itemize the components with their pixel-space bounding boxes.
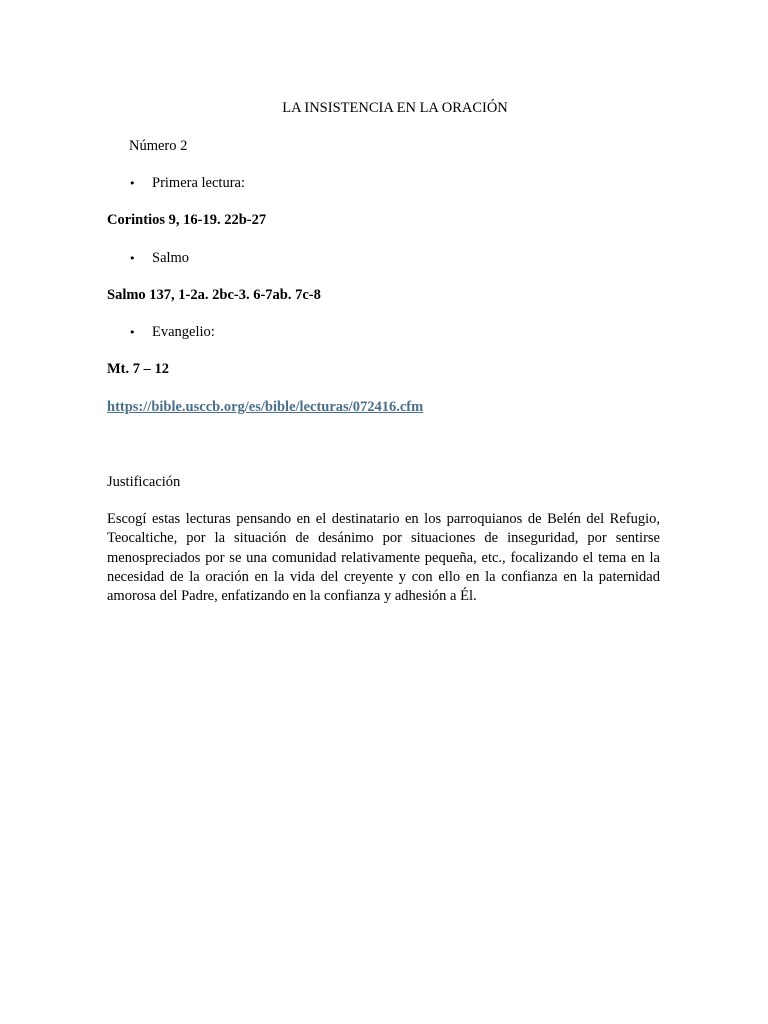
reading-item-evangelio — [129, 323, 215, 342]
bullet-icon: • — [129, 177, 136, 190]
reading-label: Primera lectura: — [152, 175, 245, 191]
reading-reference-salmo: Salmo 137, 1-2a. 2bc-3. 6-7ab. 7c-8 — [107, 287, 321, 303]
readings-link[interactable]: https://bible.usccb.org/es/bible/lecturas/072416.cfm — [107, 399, 424, 415]
justification-heading: Justificación — [107, 474, 181, 490]
reading-reference-primera: Corintios 9, 16-19. 22b-27 — [107, 212, 267, 228]
reading-reference-evangelio: Mt. 7 – 12 — [107, 361, 170, 377]
reading-label: Evangelio: — [152, 324, 215, 340]
document-number: Número 2 — [129, 138, 188, 154]
justification-paragraph: Escogí estas lecturas pensando en el destinatario en los parroquianos de Belén del Refugio, Teocaltiche, por la situación de desánimo por situaciones de inseguridad, por sentirse menospreciados por se una comunidad relativamente pequeña, etc., focalizando el tema en la necesidad de la oración en la vida del creyente y con ello en la confianza en la paternidad amorosa del Padre, enfatizando en la confianza y adhesión a Él. — [107, 511, 660, 605]
document-title: LA INSISTENCIA EN LA ORACIÓN — [282, 100, 508, 116]
reading-item-salmo — [129, 249, 189, 268]
reading-label: Salmo — [152, 250, 190, 266]
bullet-icon: • — [129, 326, 136, 339]
bullet-icon: • — [129, 252, 136, 265]
reading-item-primera — [129, 174, 245, 193]
